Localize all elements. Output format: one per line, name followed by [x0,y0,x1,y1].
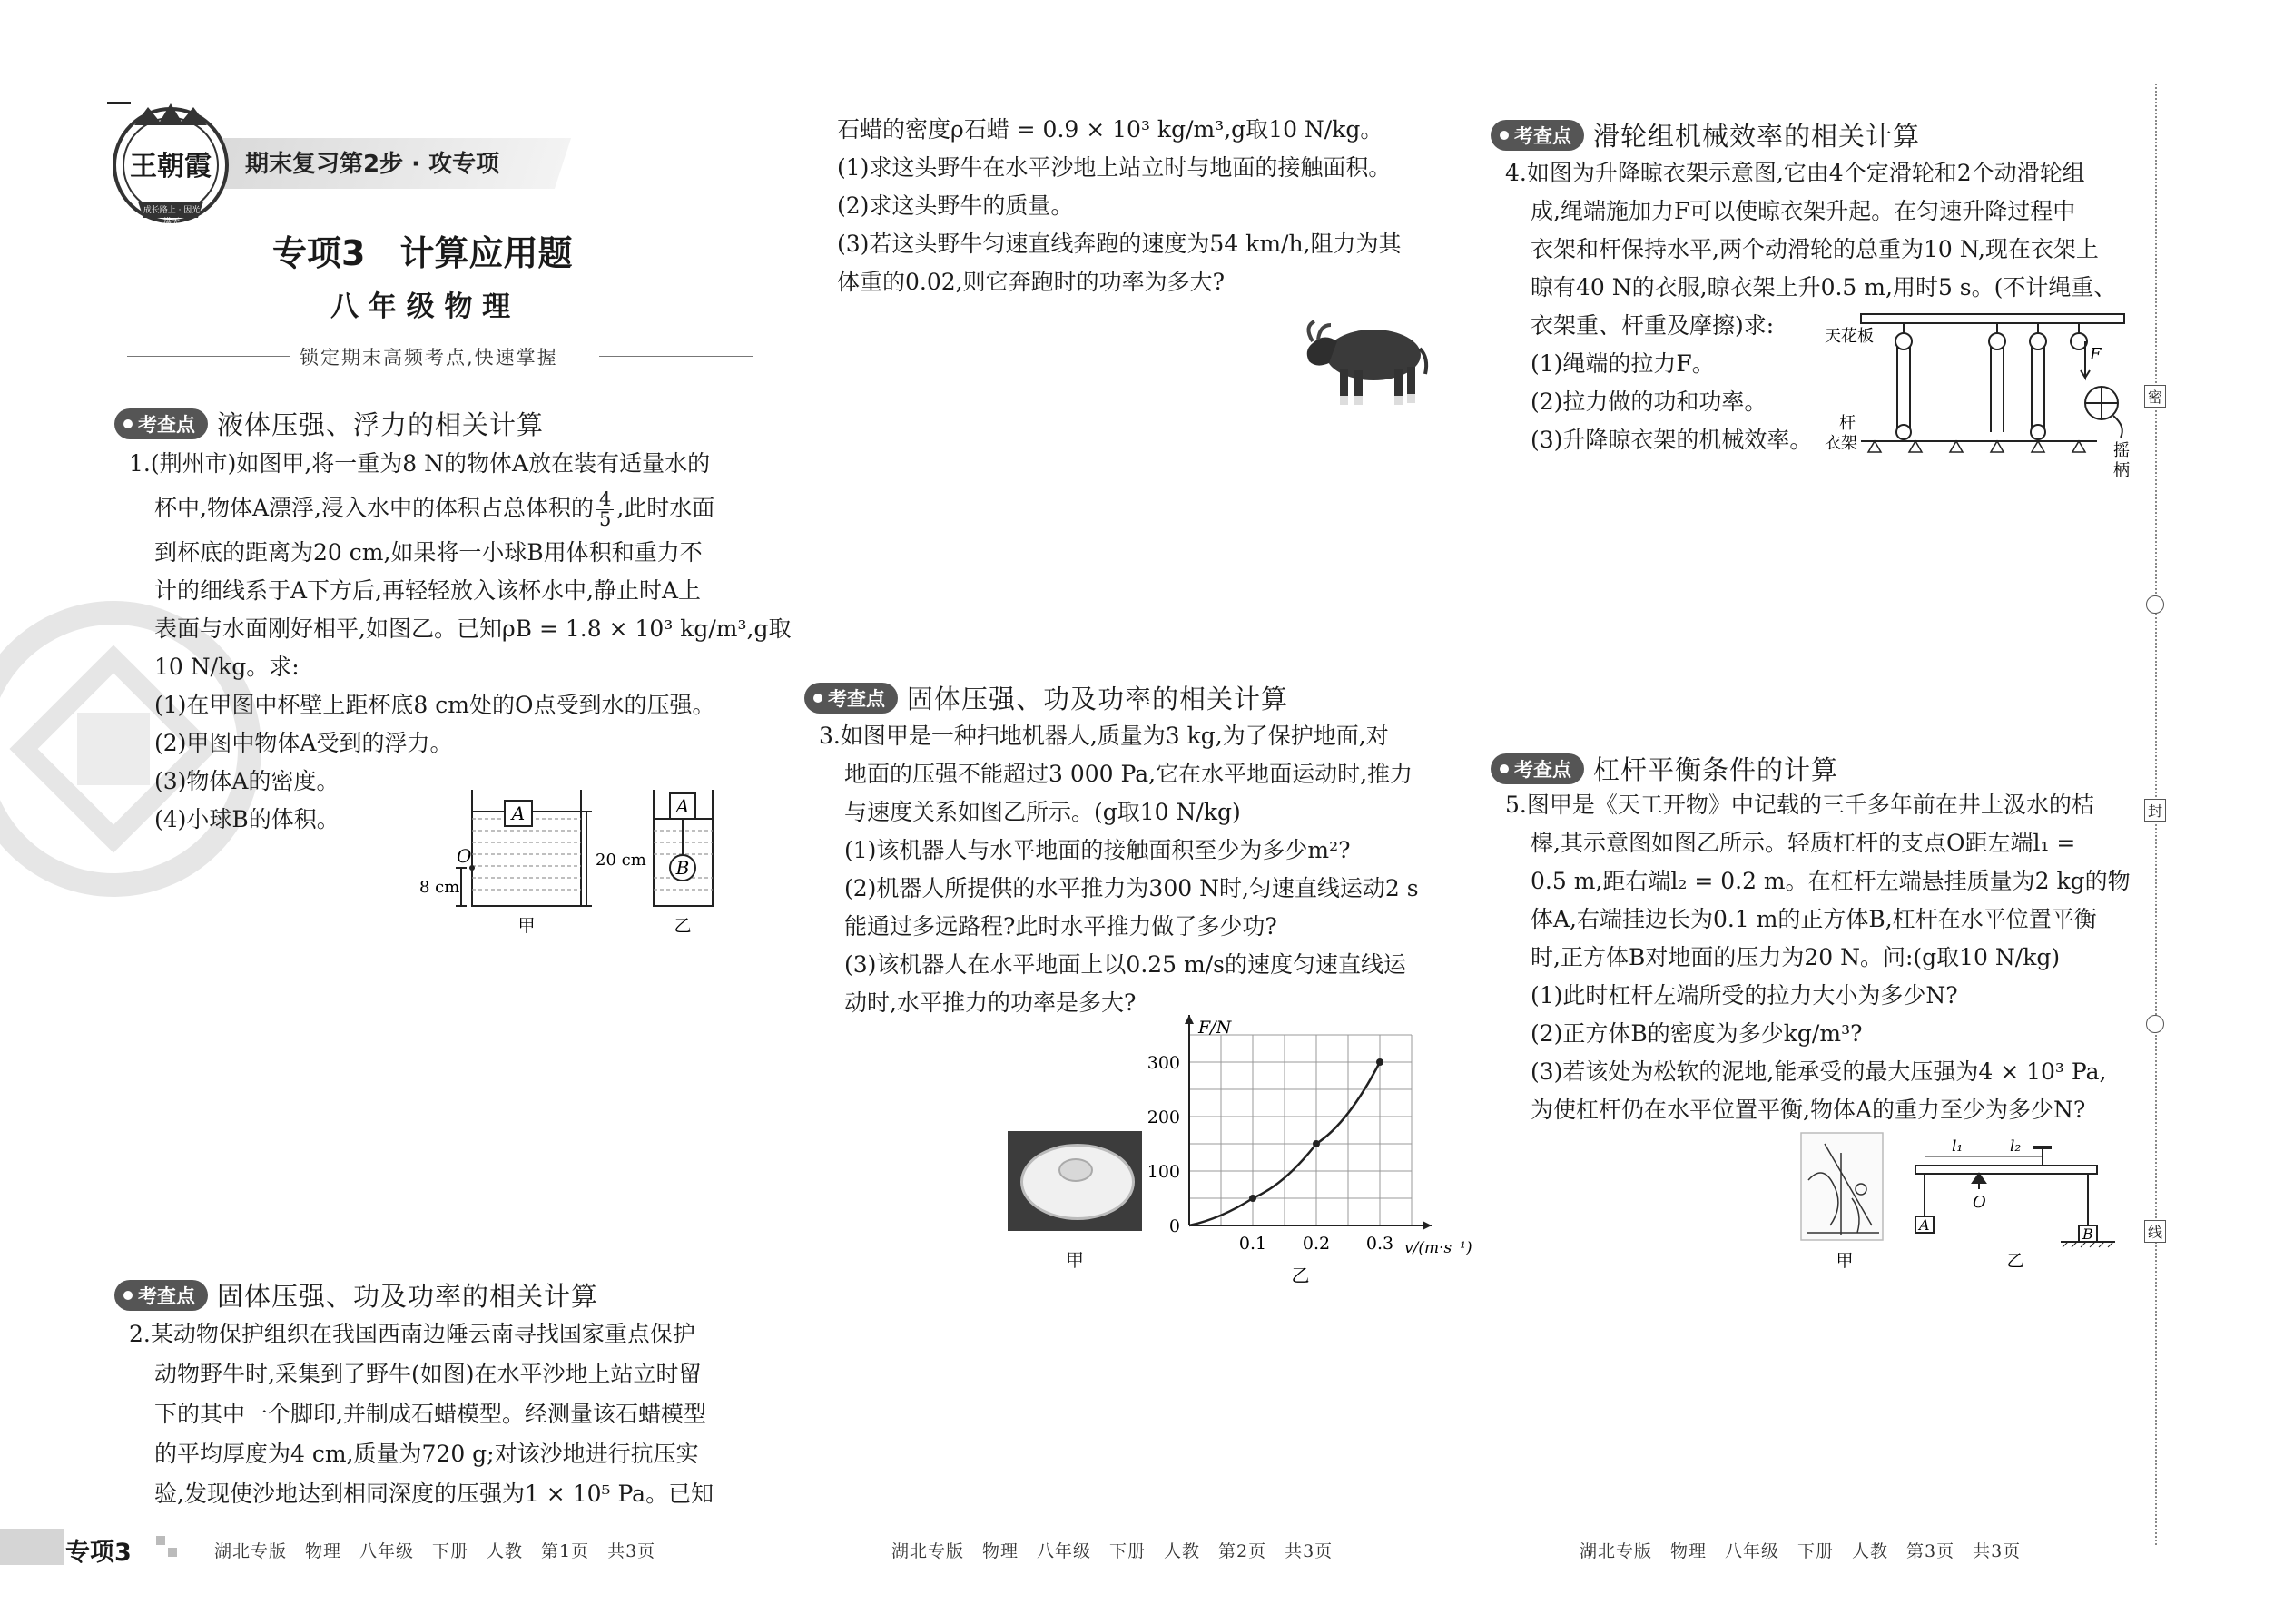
q2-line-4: 的平均厚度为4 cm,质量为720 g;对该沙地进行抗压实 [154,1441,699,1467]
robot-vacuum-image [1008,1131,1142,1231]
fig5-label-O: O [1973,1193,1986,1212]
q3-sub-1: (1)该机器人与水平地面的接触面积至少为多少m²? [844,837,1351,863]
force-velocity-chart [1126,1018,1472,1289]
q1-line-4: 计的细线系于A下方后,再轻轻放入该杯水中,静止时A上 [154,577,702,604]
section-heading-3: 考查点 固体压强、功及功率的相关计算 [804,679,1288,716]
section-heading-5: 考查点 杠杆平衡条件的计算 [1491,750,1838,787]
q1-line-2: 杯中,物体A漂浮,浸入水中的体积占总体积的 $\frac{4}{5}$ ,此时水面 [154,488,715,530]
q4-line-1: 4.如图为升降晾衣架示意图,它由4个定滑轮和2个动滑轮组 [1505,160,2085,186]
fig1-label-O: O [457,845,472,867]
figure-5-lever [1797,1126,2133,1280]
brand-name: 王朝霞 [130,151,212,182]
page-subtitle: 八 年 级 物 理 [330,290,511,323]
chart-y-tick-label: 100 [1147,1162,1180,1182]
footer-page-1: 湖北专版 物理 八年级 下册 人教 第1页 共3页 [214,1541,656,1561]
q5-line-4: 体A,右端挂边长为0.1 m的正方体B,杠杆在水平位置平衡 [1531,906,2097,932]
question-3 [819,717,1436,1022]
q3-line-1: 3.如图甲是一种扫地机器人,质量为3 kg,为了保护地面,对 [819,723,1389,749]
robot-body [1020,1144,1135,1220]
q1-sub-2: (2)甲图中物体A受到的浮力。 [154,730,453,756]
fig5-label-B: B [2082,1225,2093,1243]
chart-y-tick-label: 300 [1147,1053,1180,1073]
question-1 [129,445,792,839]
chart-x-tick-label: 0.1 [1238,1234,1267,1254]
fig5-label-A: A [1919,1216,1930,1234]
crank-handle-icon [2085,387,2122,438]
q3-sub-3b: 动时,水平推力的功率是多大? [844,989,1137,1016]
fig4-label-bing: 柄 [2113,461,2130,480]
q2-line-2: 动物野牛时,采集到了野牛(如图)在水平沙地上站立时留 [154,1361,702,1387]
binding-label-xian: 线 [2144,1220,2166,1243]
tagline-rule-left [127,356,290,357]
q5-line-3: 0.5 m,距右端l₂ = 0.2 m。在杠杆左端悬挂质量为2 kg的物 [1531,868,2131,894]
figure-4-pulley-rack [1825,305,2133,487]
chart-y-tick-label: 200 [1147,1107,1180,1127]
chart-y-tick-label: 0 [1168,1216,1180,1236]
question-5 [1505,786,2141,1129]
q3-line-3: 与速度关系如图乙所示。(g取10 N/kg) [844,799,1241,825]
chart-ylabel: F/N [1198,1018,1232,1038]
header-banner-text: 期末复习第2步 · 攻专项 [245,151,500,178]
chart-caption-yi: 乙 [1291,1265,1310,1286]
fig1-label-20cm: 20 cm [596,851,646,870]
fig1-label-8cm: 8 cm [419,878,460,897]
fig1-caption-jia: 甲 [517,916,536,936]
footer-tag: 专项3 [65,1539,132,1567]
footer-squares-icon [156,1536,178,1558]
q4-sub-2: (2)拉力做的功和功率。 [1531,389,1767,415]
tagline: 锁定期末高频考点,快速掌握 [300,347,558,369]
brand-logo [107,100,234,227]
q2-line-1: 2.某动物保护组织在我国西南边陲云南寻找国家重点保护 [129,1321,695,1347]
chart-point [1249,1195,1256,1202]
q3-sub-2a: (2)机器人所提供的水平推力为300 N时,匀速直线运动2 s [844,875,1419,901]
page-title: 专项3 计算应用题 [272,233,573,273]
yak-image [1287,305,1433,414]
section-heading-2: 考查点 固体压强、功及功率的相关计算 [114,1276,598,1314]
fraction-4-5: $\frac{4}{5}$ [596,490,614,529]
q4-line-2: 成,绳端施加力F可以使晾衣架升起。在匀速升降过程中 [1531,198,2076,224]
q5-line-1: 5.图甲是《天工开物》中记载的三千多年前在井上汲水的桔 [1505,792,2094,818]
binding-label-mi: 密 [2144,385,2166,408]
q1-line-3: 到杯底的距离为20 cm,如果将一小球B用体积和重力不 [154,539,703,566]
fig5-caption-yi: 乙 [2006,1251,2024,1271]
q5-sub-1: (1)此时杠杆左端所受的拉力大小为多少N? [1531,982,1958,1009]
q3-sub-2b: 能通过多远路程?此时水平推力做了多少功? [844,913,1277,940]
fig1-label-A: A [511,802,526,824]
q1-line-1: 1.(荆州市)如图甲,将一重为8 N的物体A放在装有适量水的 [129,450,711,477]
q1-sub-4: (4)小球B的体积。 [154,806,340,832]
binding-circle-icon [2146,1015,2164,1033]
chart-xlabel: v/(m·s⁻¹) [1404,1239,1472,1257]
fig1-caption-yi: 乙 [674,916,692,936]
kaochadian-badge: 考查点 [114,1280,208,1311]
question-2 [129,1314,746,1514]
fig4-label-ceiling: 天花板 [1825,327,1874,346]
q4-line-4: 晾有40 N的衣服,晾衣架上升0.5 m,用时5 s。(不计绳重、 [1531,274,2117,300]
q2-line-5: 验,发现使沙地达到相同深度的压强为1 × 10⁵ Pa。已知 [154,1481,714,1507]
footer-page-3: 湖北专版 物理 八年级 下册 人教 第3页 共3页 [1580,1541,2022,1561]
question-2-continued [837,111,1454,301]
q2-sub-3b: 体重的0.02,则它奔跑时的功率为多大? [837,269,1226,295]
fig1-label-A2: A [675,795,690,817]
section-heading-1: 考查点 液体压强、浮力的相关计算 [114,405,544,442]
kaochadian-badge: 考查点 [804,683,898,714]
fig5-label-l1: l₁ [1952,1137,1964,1156]
q4-line-3: 衣架和杆保持水平,两个动滑轮的总重为10 N,现在衣架上 [1531,236,2099,262]
robot-caption-jia: 甲 [1066,1249,1084,1271]
q2-sub-1: (1)求这头野牛在水平沙地上站立时与地面的接触面积。 [837,154,1392,181]
q2-cont-line: 石蜡的密度ρ石蜡 = 0.9 × 10³ kg/m³,g取10 N/kg。 [837,116,1383,143]
q2-line-3: 下的其中一个脚印,并制成石蜡模型。经测量该石蜡模型 [154,1401,706,1427]
fig1-label-B: B [675,857,690,879]
footer-tag-bar [0,1529,64,1565]
q5-line-2: 槔,其示意图如图乙所示。轻质杠杆的支点O距左端l₁ = [1531,830,2076,856]
footer-page-2: 湖北专版 物理 八年级 下册 人教 第2页 共3页 [891,1541,1334,1561]
chart-point [1376,1058,1383,1066]
fig4-label-F: F [2090,345,2102,364]
kaochadian-badge: 考查点 [1491,120,1584,151]
q3-sub-3a: (3)该机器人在水平地面上以0.25 m/s的速度匀速直线运 [844,951,1406,978]
fig4-label-yao: 摇 [2113,441,2130,460]
fig4-label-yijia: 衣架 [1825,434,1857,453]
q1-sub-1: (1)在甲图中杯壁上距杯底8 cm处的O点受到水的压强。 [154,692,715,718]
brand-slogan: 成长路上 · 因光满天 [143,206,201,227]
q5-line-5: 时,正方体B对地面的压力为20 N。问:(g取10 N/kg) [1531,944,2061,970]
robot-sensor [1058,1158,1093,1182]
tagline-rule-right [599,356,753,357]
kaochadian-badge: 考查点 [1491,753,1584,784]
figure-1-beakers [409,781,772,935]
chart-point [1313,1140,1320,1147]
q1-line-5: 表面与水面刚好相平,如图乙。已知ρB = 1.8 × 10³ kg/m³,g取 [154,615,792,642]
q2-sub-3a: (3)若这头野牛匀速直线奔跑的速度为54 km/h,阻力为其 [837,231,1402,257]
binding-label-feng: 封 [2144,799,2166,822]
binding-circle-icon [2146,595,2164,614]
q3-line-2: 地面的压强不能超过3 000 Pa,它在水平地面运动时,推力 [844,761,1413,787]
section-heading-4: 考查点 滑轮组机械效率的相关计算 [1491,116,1920,153]
q4-sub-1: (1)绳端的拉力F。 [1531,350,1715,377]
chart-x-tick-label: 0.2 [1302,1234,1331,1254]
q5-sub-3b: 为使杠杆仍在水平位置平衡,物体A的重力至少为多少N? [1531,1097,2086,1123]
q4-sub-3: (3)升降晾衣架的机械效率。 [1531,427,1813,453]
chart-axes [1185,1015,1432,1230]
q1-line-6: 10 N/kg。求: [154,654,300,680]
chart-x-tick-label: 0.3 [1365,1234,1394,1254]
chart-x-arrow [1423,1221,1432,1230]
kaochadian-badge: 考查点 [114,408,208,439]
fig5-caption-jia: 甲 [1836,1251,1854,1271]
fig4-label-gan: 杆 [1839,414,1856,433]
q5-sub-2: (2)正方体B的密度为多少kg/m³? [1531,1020,1863,1047]
q1-sub-3: (3)物体A的密度。 [154,768,340,794]
chart-tick-labels [1147,1053,1393,1254]
shadoof-woodcut-image [1801,1133,1883,1240]
q5-sub-3a: (3)若该处为松软的泥地,能承受的最大压强为4 × 10³ Pa, [1531,1058,2107,1085]
q2-sub-2: (2)求这头野牛的质量。 [837,192,1074,219]
fig5-label-l2: l₂ [2010,1137,2022,1156]
q4-line-5: 衣架重、杆重及摩擦)求: [1531,312,1775,339]
